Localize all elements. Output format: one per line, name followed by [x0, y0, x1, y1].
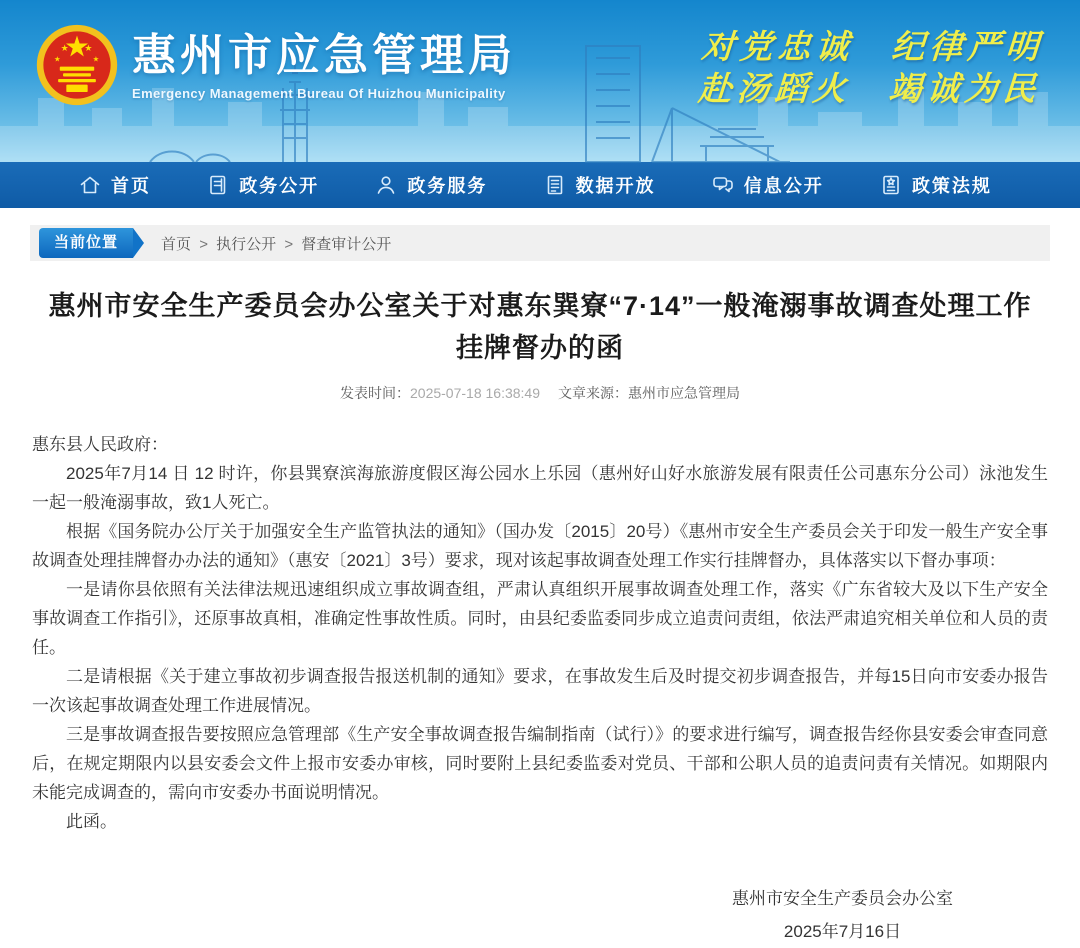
article-paragraph-5: 二是请根据《关于建立事故初步调查报告报送机制的通知》要求，在事故发生后及时提交初步调查报告，并每15日向市安委办报告一次该起事故调查处理工作进展情况。	[32, 667, 1048, 715]
site-name-english: Emergency Management Bureau Of Huizhou Municipality	[132, 86, 506, 101]
article-paragraph-3: 根据《国务院办公厅关于加强安全生产监管执法的通知》（国办发〔2015〕20号）《惠州市安全生产委员会关于印发一般生产安全事故调查处理挂牌督办办法的通知》（惠安〔2021〕3号）要求，现对该起事故调查处理工作实行挂牌督办，具体落实以下督办事项：	[32, 522, 1048, 570]
breadcrumb-link-1[interactable]: 首页	[161, 235, 192, 253]
article-paragraph-2: 2025年7月14 日 12 时许，你县巽寮滨海旅游度假区海公园水上乐园（惠州好山好水旅游发展有限责任公司惠东分公司）泳池发生一起一般淹溺事故，致1人死亡。	[32, 464, 1048, 512]
national-emblem-icon	[36, 24, 118, 106]
site-name: 惠州市应急管理局	[132, 31, 516, 80]
svg-text:★: ★	[54, 54, 61, 64]
nav-label: 信息公开	[743, 176, 824, 196]
article-paragraph-4: 一是请你县依照有关法律法规迅速组织成立事故调查组，严肃认真组织开展事故调查处理工作，落实《广东省较大及以下生产安全事故调查工作指引》，还原事故真相，准确定性事故性质。同时，由县纪委监委同步成立追责问责组，依法严肃追究相关单位和人员的责任。	[32, 580, 1048, 657]
nav-label: 政务公开	[239, 176, 320, 196]
person-icon	[374, 173, 398, 197]
nav-label: 政策法规	[911, 176, 992, 196]
svg-text:★: ★	[84, 43, 93, 54]
signature-block	[732, 882, 953, 948]
article-paragraph-6: 三是事故调查报告要按照应急管理部《生产安全事故调查报告编制指南（试行）》的要求进行编写，调查报告经你县安委会审查同意后，在规定期限内以县安委会文件上报市安委办审核，同时要附上县纪委监委对党员、干部和公职人员的追责问责有关情况。如期限内未能完成调查的，需向市安委办书面说明情况。	[32, 725, 1048, 802]
nav-item-5[interactable]	[711, 172, 824, 198]
main-nav	[0, 162, 1080, 208]
source-value: 惠州市应急管理局	[628, 385, 740, 401]
home-icon	[78, 173, 102, 197]
breadcrumb-separator: >	[195, 235, 213, 253]
article-paragraph-7: 此函。	[66, 812, 117, 831]
nav-label: 政务服务	[407, 176, 488, 196]
article-meta	[32, 383, 1048, 403]
article-body	[32, 430, 1048, 836]
slogan-line-2: 赴汤蹈火 竭诚为民	[697, 70, 1042, 107]
signature-org: 惠州市安全生产委员会办公室	[732, 889, 953, 908]
source-label: 文章来源：	[558, 385, 628, 401]
nav-label: 首页	[111, 176, 151, 196]
nav-item-3[interactable]	[374, 172, 487, 198]
svg-text:★: ★	[92, 54, 100, 64]
policy-doc-icon	[879, 173, 903, 197]
nav-item-6[interactable]	[879, 172, 992, 198]
slogan-line-1: 对党忠诚 纪律严明	[700, 28, 1045, 65]
publish-time-label: 发表时间：	[340, 385, 410, 401]
breadcrumb-link-2[interactable]: 执行公开	[216, 235, 277, 253]
data-list-icon	[543, 173, 567, 197]
location-bar	[30, 225, 1050, 261]
svg-text:★: ★	[60, 43, 69, 54]
site-header	[0, 0, 1080, 162]
breadcrumb-link-3: 督查审计公开	[301, 235, 392, 253]
nav-item-4[interactable]	[543, 172, 656, 198]
breadcrumb-separator: >	[280, 235, 298, 253]
breadcrumb-path	[161, 233, 391, 254]
publish-time-value: 2025-07-18 16:38:49	[410, 385, 540, 401]
current-location-badge: 当前位置	[39, 228, 133, 258]
gov-open-doc-icon	[206, 173, 230, 197]
header-slogan	[697, 26, 1045, 110]
nav-item-2[interactable]	[206, 172, 319, 198]
article-paragraph-1: 惠东县人民政府：	[32, 435, 168, 454]
article-title: 惠州市安全生产委员会办公室关于对惠东巽寮“7·14”一般淹溺事故调查处理工作挂牌督办的函	[48, 291, 1032, 363]
article	[0, 285, 1080, 948]
chat-bubbles-icon	[711, 173, 735, 197]
signature-date: 2025年7月16日	[783, 922, 902, 941]
nav-item-1[interactable]	[78, 172, 151, 198]
nav-label: 数据开放	[575, 176, 656, 196]
